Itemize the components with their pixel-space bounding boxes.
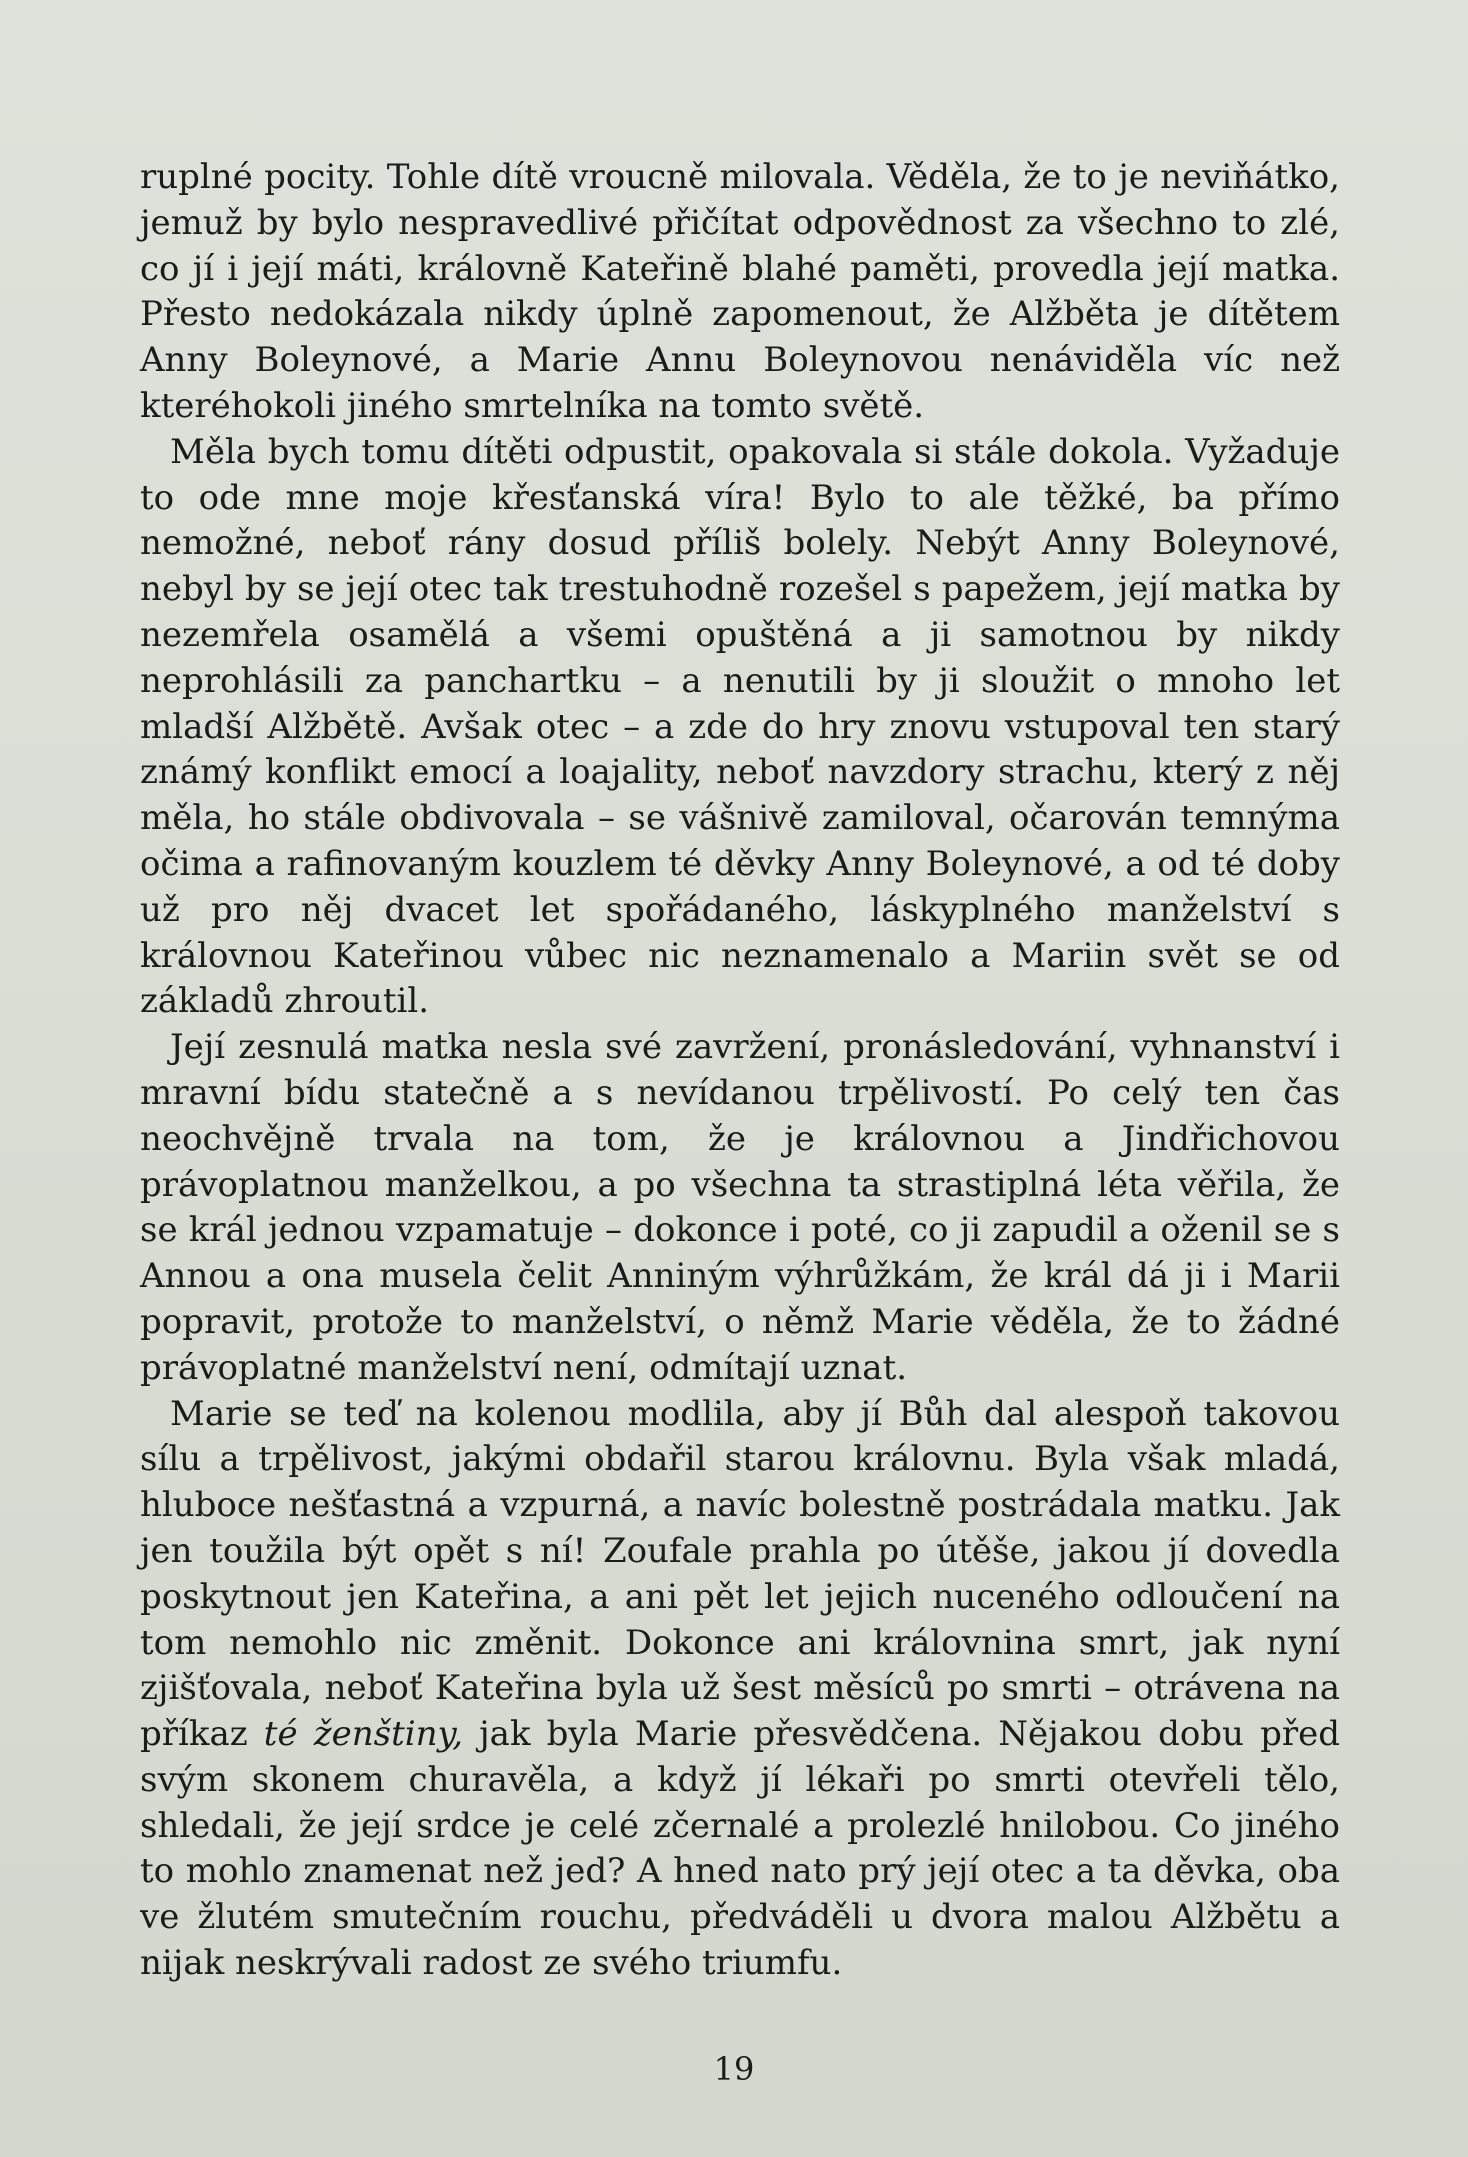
paragraph-4-text-after: jak byla Marie přesvědčena. Nějakou dobu před svým skonem churavěla, a když jí lékaři po smrti otevřeli tělo, shledali, že její srdce je celé zčernalé a prolezlé hnilobou. Co jiného to mohlo znamenat než jed? A hned nato prý její otec a ta děvka, oba ve žlutém smutečním rouchu, předváděli u dvora malou Alžbětu a nijak neskrývali radost ze svého triumfu. <box>140 1714 1340 1984</box>
body-text <box>140 155 1340 1987</box>
paragraph-4-text-before: Marie se teď na kolenou modlila, aby jí Bůh dal alespoň takovou sílu a trpělivost, jakými obdařil starou královnu. Byla však mladá, hluboce nešťastná a vzpurná, a navíc bolestně postrádala matku. Jak jen toužila být opět s ní! Zoufale prahla po útěše, jakou jí dovedla poskytnout jen Kateřina, a ani pět let jejich nuceného odloučení na tom nemohlo nic změnit. Dokonce ani královnina smrt, jak nyní zjišťovala, neboť Kateřina byla už šest měsíců po smrti – otrávena na příkaz <box>140 1393 1340 1755</box>
paragraph-4 <box>140 1392 1340 1987</box>
paragraph-2: Měla bych tomu dítěti odpustit, opakovala si stále dokola. Vyžaduje to ode mne moje křesťanská víra! Bylo to ale těžké, ba přímo nemožné, neboť rány dosud příliš bolely. Nebýt Anny Boleynové, nebyl by se její otec tak trestuhodně rozešel s papežem, její matka by nezemřela osamělá a všemi opuštěná a ji samotnou by nikdy neprohlásili za panchartku – a nenutili by ji sloužit o mnoho let mladší Alžbětě. Avšak otec – a zde do hry znovu vstupoval ten starý známý konflikt emocí a loajality, neboť navzdory strachu, který z něj měla, ho stále obdivovala – se vášnivě zamiloval, očarován temnýma očima a rafinovaným kouzlem té děvky Anny Boleynové, a od té doby už pro něj dvacet let spořádaného, láskyplného manželství s královnou Kateřinou vůbec nic neznamenalo a Mariin svět se od základů zhroutil. <box>140 431 1340 1022</box>
page-number: 19 <box>713 2050 755 2088</box>
paragraph-1: ruplné pocity. Tohle dítě vroucně milovala. Věděla, že to je neviňátko, jemuž by bylo nespravedlivé přičítat odpovědnost za všechno to zlé, co jí i její máti, královně Kateřině blahé paměti, provedla její matka. Přesto nedokázala nikdy úplně zapomenout, že Alžběta je dítětem Anny Boleynové, a Marie Annu Boleynovou nenáviděla víc než kteréhokoli jiného smrtelníka na tomto světě. <box>140 157 1340 426</box>
paragraph-3: Její zesnulá matka nesla své zavržení, pronásledování, vyhnanství i mravní bídu statečně a s nevídanou trpělivostí. Po celý ten čas neochvějně trvala na tom, že je královnou a Jindřichovou právoplatnou manželkou, a po všechna ta strastiplná léta věřila, že se král jednou vzpamatuje – dokonce i poté, co ji zapudil a oženil se s Annou a ona musela čelit Anniným výhrůžkám, že král dá ji i Marii popravit, protože to manželství, o němž Marie věděla, že to žádné právoplatné manželství není, odmítají uznat. <box>140 1027 1340 1388</box>
paragraph-4-emphasis: té ženštiny, <box>263 1714 464 1755</box>
